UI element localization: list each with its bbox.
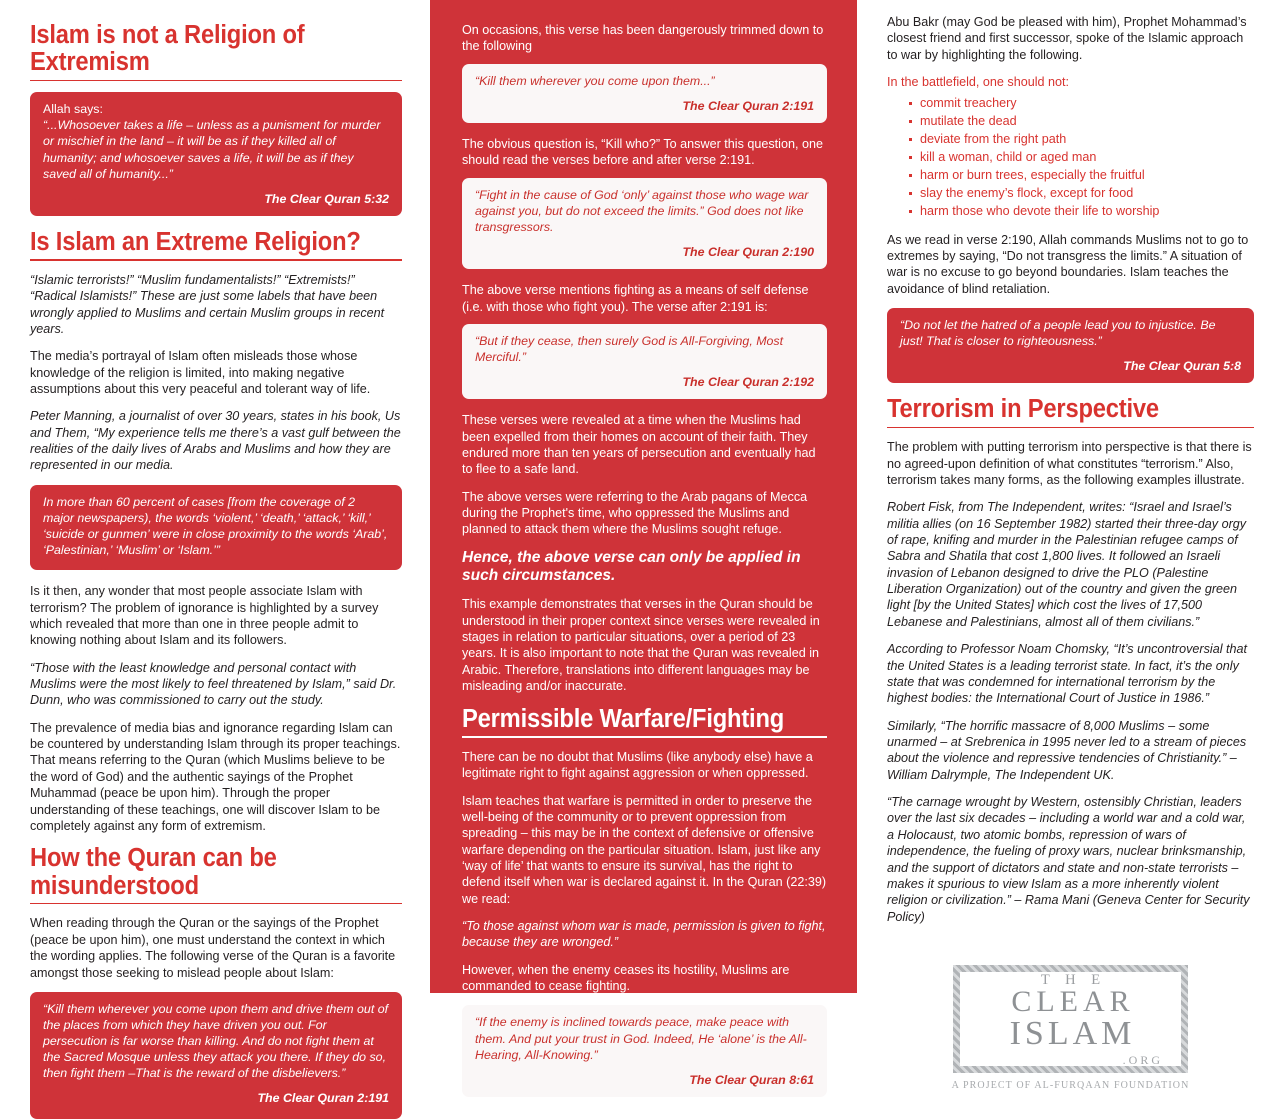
clear-islam-logo — [887, 951, 1254, 1091]
emphasis-applied-circumstances: Hence, the above verse can only be applied in such circumstances. — [462, 548, 801, 585]
paragraph-arab-pagans: The above verses were referring to the Arab pagans of Mecca during the Prophet's time, who oppressed the Muslims and planned to attack them where the Muslims sought refuge. — [462, 489, 808, 537]
quote-box-newspaper-study — [30, 485, 402, 571]
right-column — [857, 0, 1280, 1091]
logo-ornamental-frame — [953, 965, 1188, 1073]
paragraph-quran-22-39: “To those against whom war is made, permission is given to fight, because they are wronged.” — [462, 919, 826, 950]
list-item: kill a woman, child or aged man — [909, 149, 1254, 167]
paragraph-no-definition: The problem with putting terrorism into perspective is that there is no agreed-upon definition of what constitutes “terrorism.” Also, terrorism takes many forms, as the following examples illustrate. — [887, 440, 1252, 487]
quote-box-trimmed-2-191 — [462, 64, 827, 123]
quote-source: The Clear Quran 2:191 — [257, 1091, 389, 1106]
list-item: deviate from the right path — [909, 131, 1254, 149]
quote-text: “If the enemy is inclined towards peace, make peace with them. And put your trust in God. Indeed, He ‘alone’ is the All-Hearing, All-Knowing.” — [475, 1015, 807, 1062]
battlefield-rules-list — [887, 95, 1254, 220]
paragraph-self-defense: The above verse mentions fighting as a means of self defense (i.e. with those who fight you). The verse after 2:191 is: — [462, 283, 809, 314]
paragraph-abu-bakr: Abu Bakr (may God be pleased with him), Prophet Mohammad’s closest friend and first successor, spoke of the Islamic approach to war by highlighting the following. — [887, 15, 1247, 62]
quote-text: “Kill them wherever you come upon them and drive them out of the places from which they have driven you out. For persecution is far worse than killing. And do not fight them at the Sacred Mosque unless they attack you there. If they do so, then fight them –That is the reward of the disbelievers.” — [43, 1001, 389, 1081]
quote-box-quran-2-190 — [462, 178, 827, 270]
paragraph-media-portrayal: The media’s portrayal of Islam often misleads those whose knowledge of the religion is limited, into making negative assumptions about this very peaceful and tolerant way of life. — [30, 349, 371, 396]
paragraph-cease-fighting: However, when the enemy ceases its hostility, Muslims are commanded to cease fighting. — [462, 962, 790, 994]
list-item: commit treachery — [909, 95, 1254, 113]
heading-is-islam-extreme: Is Islam an Extreme Religion? — [30, 227, 361, 256]
middle-column — [430, 0, 857, 1087]
left-column — [0, 0, 430, 1106]
paragraph-robert-fisk: Robert Fisk, from The Independent, writes: “Israel and Israel’s militia allies (on 16 September 1982) started their three-day orgy of rape, knifing and murder in the Palestinian refugee camps of Sabra and Shatila that cost 1,800 lives. It followed an Israeli invasion of Lebanon designed to drive the PLO (Palestine Liberation Organization) out of the country and given the green light [by the United States] which cost the lives of 17,500 Lebanese and Palestinians, almost all of them civilians.” — [887, 500, 1247, 629]
logo-word-islam: ISLAM — [1009, 1015, 1136, 1053]
quote-text: “...Whosoever takes a life – unless as a punisment for murder or mischief in the land – it will be as if they killed all of humanity; and whosoever saves a life, it will be as if they saved all of humanity...” — [43, 118, 381, 181]
quote-source: The Clear Quran 2:190 — [682, 245, 814, 260]
quote-text: “But if they cease, then surely God is All-Forgiving, Most Merciful.” — [475, 333, 784, 365]
logo-word-clear: CLEAR — [1011, 984, 1135, 1018]
quote-source: The Clear Quran 5:8 — [1123, 359, 1241, 374]
heading-how-quran-misunderstood: How the Quran can be misunderstood — [30, 844, 277, 900]
paragraph-reading-context: When reading through the Quran or the sayings of the Prophet (peace be upon him), one must understand the context in which the wording applies. The following verse of the Quran is a favorite amongst those seeking to mislead people about Islam: — [30, 916, 396, 980]
quote-box-quran-5-32 — [30, 92, 402, 216]
paragraph-kill-who: The obvious question is, “Kill who?” To answer this question, one should read the verses before and after verse 2:191. — [462, 136, 823, 168]
list-item: mutilate the dead — [909, 113, 1254, 131]
heading-rule — [30, 80, 402, 82]
quote-box-quran-2-191-full — [30, 992, 402, 1119]
paragraph-william-dalrymple: Similarly, “The horrific massacre of 8,000 Muslims – some unarmed – at Srebrenica in 1995 never led to a stream of pieces about the violence and repressive tendencies of Christianity.” – William Dalrymple, The Independent UK. — [887, 718, 1247, 782]
heading-rule — [462, 736, 827, 738]
paragraph-no-transgress: As we read in verse 2:190, Allah commands Muslims not to go to extremes by saying, “Do not transgress the limits.” A situation of war is no excuse to go beyond boundaries. Islam teaches the avoidance of blind retaliation. — [887, 232, 1249, 296]
paragraph-legitimate-right: There can be no doubt that Muslims (like anybody else) have a legitimate right to fight against aggression or when oppressed. — [462, 749, 813, 781]
paragraph-revealed-context: These verses were revealed at a time when the Muslims had been expelled from their homes on account of their faith. They endured more than ten years of persecution and eventually had to flee to a safe land. — [462, 413, 816, 477]
logo-word-the: T H E — [1040, 971, 1107, 988]
heading-islam-not-extremism: Islam is not a Religion of Extremism — [30, 21, 305, 77]
quote-intro: Allah says: — [43, 102, 103, 117]
logo-word-org: .ORG — [1122, 1053, 1163, 1068]
paragraph-rama-mani: “The carnage wrought by Western, ostensibly Christian, leaders over the last six decades – including a world war and a cold war, a Holocaust, two atomic bombs, repression of wars of independence, the fueling of proxy wars, nuclear brinksmanship, and the support of dictators and state and non-state terrorists – makes it spurious to view Islam as a more inherently violent religion or civilization.” – Rama Mani (Geneva Center for Security Policy) — [887, 795, 1250, 924]
quote-source: The Clear Quran 2:192 — [682, 375, 814, 390]
paragraph-peter-manning: Peter Manning, a journalist of over 30 years, states in his book, Us and Them, “My experience tells me there’s a vast gulf between the realities of the daily lives of Arabs and Muslims and how they are represented in our media. — [30, 409, 401, 473]
paragraph-trimmed-verse: On occasions, this verse has been dangerously trimmed down to the following — [462, 23, 824, 54]
quote-box-quran-2-192 — [462, 324, 827, 399]
heading-terrorism-in-perspective: Terrorism in Perspective — [887, 395, 1159, 424]
heading-rule — [30, 903, 402, 905]
quote-text: In more than 60 percent of cases [from the coverage of 2 major newspapers), the words ‘violent,’ ‘death,’ ‘attack,’ ‘kill,’ ‘suicide or gunmen’ were in close proximity to the words ‘Arab’, ‘Palestinian,’ ‘Muslim’ or ‘Islam.’” — [43, 494, 388, 558]
paragraph-dr-dunn: “Those with the least knowledge and personal contact with Muslims were the most likely to feel threatened by Islam,” said Dr. Dunn, who was commissioned to carry out the study. — [30, 660, 397, 708]
paragraph-labels: “Islamic terrorists!” “Muslim fundamentalists!” “Extremists!” “Radical Islamists!” These are just some labels that have been wrongly applied to Muslims and certain Muslim groups in recent years. — [30, 272, 385, 336]
quote-text: “Do not let the hatred of a people lead you to injustice. Be just! That is closer to righteousness.” — [900, 318, 1216, 349]
heading-rule — [887, 427, 1254, 429]
list-item: slay the enemy’s flock, except for food — [909, 185, 1254, 203]
paragraph-survey-ignorance: Is it then, any wonder that most people associate Islam with terrorism? The problem of ignorance is highlighted by a survey which revealed that more than one in three people admit to knowing nothing about Islam and its followers. — [30, 584, 379, 648]
paragraph-noam-chomsky: According to Professor Noam Chomsky, “It’s uncontroversial that the United States is a leading terrorist state. In fact, it’s the only state that was condemned for international terrorism by the highest bodies: the International Court of Justice in 1986.” — [887, 642, 1247, 706]
paragraph-warfare-permitted: Islam teaches that warfare is permitted in order to preserve the well-being of the community or to prevent oppression from spreading – this may be in the context of defensive or offensive warfare depending on the particular situation. Islam, just like any ‘way of life’ that wants to ensure its survival, has the right to defend itself when war is declared against it. In the Quran (22:39) we read: — [462, 793, 827, 906]
paragraph-proper-context: This example demonstrates that verses in the Quran should be understood in their proper context since verses were revealed in stages in relation to particular situations, over a period of 23 years. It is also important to note that the Quran was revealed in Arabic. Therefore, translations into different languages may be misleading and/or inaccurate. — [462, 597, 820, 694]
heading-permissible-warfare: Permissible Warfare/Fighting — [462, 704, 785, 733]
quote-source: The Clear Quran 8:61 — [689, 1072, 814, 1087]
quote-source: The Clear Quran 2:191 — [682, 98, 814, 113]
quote-text: “Kill them wherever you come upon them...” — [475, 73, 715, 88]
quote-box-quran-5-8 — [887, 308, 1254, 383]
quote-source: The Clear Quran 5:32 — [264, 191, 389, 206]
quote-text: “Fight in the cause of God ‘only’ against those who wage war against you, but do not exceed the limits.” God does not like transgressors. — [475, 187, 809, 234]
quote-box-quran-8-61 — [462, 1005, 827, 1097]
logo-tagline: A PROJECT OF AL-FURQAAN FOUNDATION — [951, 1079, 1190, 1091]
battlefield-list-lead: In the battlefield, one should not: — [887, 75, 1070, 90]
heading-rule — [30, 259, 402, 261]
paragraph-media-bias: The prevalence of media bias and ignorance regarding Islam can be countered by understanding Islam through its proper teachings. That means referring to the Quran (which Muslims believe to be the word of God) and the authentic sayings of the Prophet Muhammad (peace be upon him). Through the proper understanding of these teachings, one will discover Islam to be completely against any form of extremism. — [30, 720, 401, 833]
list-item: harm or burn trees, especially the fruitful — [909, 167, 1254, 185]
list-item: harm those who devote their life to worship — [909, 203, 1254, 221]
